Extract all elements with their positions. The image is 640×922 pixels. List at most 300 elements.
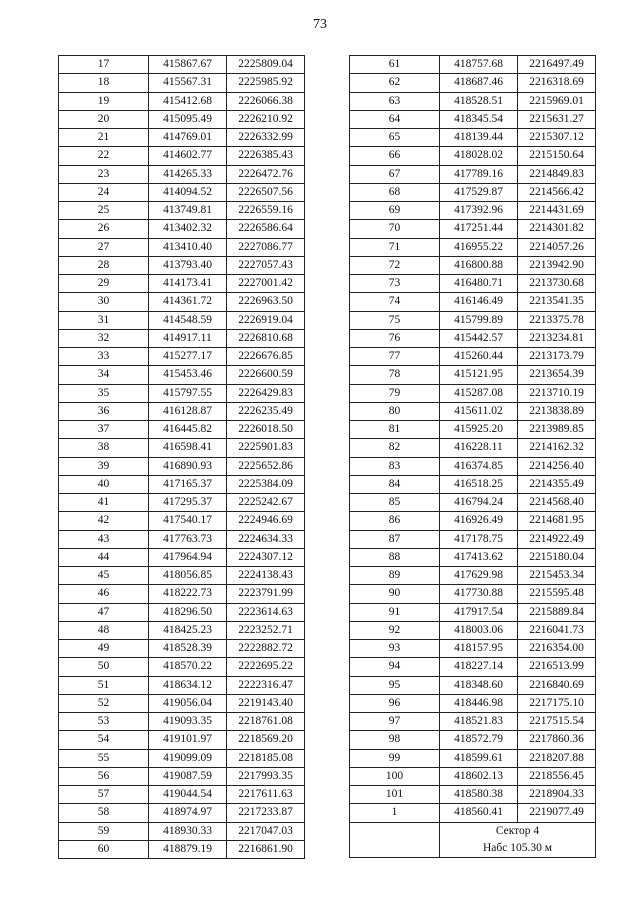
table-row <box>350 694 596 712</box>
coord-x: 417251.44 <box>440 220 518 238</box>
point-number: 25 <box>59 202 149 220</box>
point-number: 59 <box>59 822 149 840</box>
coord-x: 418348.60 <box>440 676 518 694</box>
table-row <box>350 767 596 785</box>
coord-x: 415412.68 <box>149 92 227 110</box>
point-number: 71 <box>350 238 440 256</box>
page-number: 73 <box>313 17 327 32</box>
point-number: 57 <box>59 786 149 804</box>
table-row <box>59 804 305 822</box>
point-number: 48 <box>59 621 149 639</box>
coord-x: 416128.87 <box>149 402 227 420</box>
coord-y: 2218761.08 <box>227 713 305 731</box>
coord-y: 2216354.00 <box>518 640 596 658</box>
coord-y: 2216318.69 <box>518 74 596 92</box>
coord-y: 2218185.08 <box>227 749 305 767</box>
point-number: 41 <box>59 494 149 512</box>
point-number: 22 <box>59 147 149 165</box>
coord-x: 416794.24 <box>440 494 518 512</box>
table-row <box>59 92 305 110</box>
table-row <box>59 183 305 201</box>
point-number: 64 <box>350 110 440 128</box>
table-row <box>59 74 305 92</box>
coord-x: 417295.37 <box>149 494 227 512</box>
coord-x: 419101.97 <box>149 731 227 749</box>
table-row <box>350 621 596 639</box>
coord-y: 2219077.49 <box>518 804 596 822</box>
table-row <box>59 329 305 347</box>
point-number: 26 <box>59 220 149 238</box>
coord-x: 417165.37 <box>149 475 227 493</box>
table-row <box>59 658 305 676</box>
coord-y: 2214162.32 <box>518 439 596 457</box>
point-number: 95 <box>350 676 440 694</box>
coord-x: 418139.44 <box>440 129 518 147</box>
coord-y: 2214849.83 <box>518 165 596 183</box>
point-number: 101 <box>350 786 440 804</box>
coord-y: 2217860.36 <box>518 731 596 749</box>
coord-y: 2213838.89 <box>518 402 596 420</box>
coord-y: 2222882.72 <box>227 640 305 658</box>
point-number: 97 <box>350 713 440 731</box>
coord-y: 2222316.47 <box>227 676 305 694</box>
point-number: 66 <box>350 147 440 165</box>
coord-y: 2227001.42 <box>227 275 305 293</box>
table-row <box>350 129 596 147</box>
point-number: 43 <box>59 530 149 548</box>
coord-x: 419087.59 <box>149 767 227 785</box>
table-row <box>350 731 596 749</box>
coord-y: 2226810.68 <box>227 329 305 347</box>
coord-y: 2216513.99 <box>518 658 596 676</box>
table-row <box>350 147 596 165</box>
coord-x: 417763.73 <box>149 530 227 548</box>
coord-x: 416480.71 <box>440 275 518 293</box>
table-row <box>59 256 305 274</box>
table-row <box>350 56 596 74</box>
coord-x: 418528.51 <box>440 92 518 110</box>
point-number: 65 <box>350 129 440 147</box>
table-row <box>350 494 596 512</box>
coord-x: 418345.54 <box>440 110 518 128</box>
coord-x: 413410.40 <box>149 238 227 256</box>
table-row <box>350 202 596 220</box>
table-row <box>59 110 305 128</box>
coord-x: 417529.87 <box>440 183 518 201</box>
coord-y: 2219143.40 <box>227 694 305 712</box>
coord-x: 418687.46 <box>440 74 518 92</box>
table-row <box>350 74 596 92</box>
coord-y: 2213730.68 <box>518 275 596 293</box>
coord-x: 419056.04 <box>149 694 227 712</box>
table-row <box>59 56 305 74</box>
table-row <box>350 384 596 402</box>
coord-x: 415567.31 <box>149 74 227 92</box>
coord-x: 414094.52 <box>149 183 227 201</box>
table-row <box>59 749 305 767</box>
point-number: 77 <box>350 348 440 366</box>
coord-x: 418003.06 <box>440 621 518 639</box>
coord-y: 2226559.16 <box>227 202 305 220</box>
point-number: 21 <box>59 129 149 147</box>
coord-x: 416518.25 <box>440 475 518 493</box>
table-row <box>59 439 305 457</box>
coord-x: 417730.88 <box>440 585 518 603</box>
coord-y: 2227057.43 <box>227 256 305 274</box>
table-row <box>59 384 305 402</box>
coord-y: 2218556.45 <box>518 767 596 785</box>
coord-y: 2223791.99 <box>227 585 305 603</box>
coord-x: 416228.11 <box>440 439 518 457</box>
point-number: 60 <box>59 840 149 858</box>
table-row <box>59 129 305 147</box>
point-number: 82 <box>350 439 440 457</box>
table-row <box>350 530 596 548</box>
point-number: 81 <box>350 421 440 439</box>
coord-x: 419099.09 <box>149 749 227 767</box>
coord-x: 417413.62 <box>440 548 518 566</box>
point-number: 27 <box>59 238 149 256</box>
coord-x: 413402.32 <box>149 220 227 238</box>
table-row <box>350 220 596 238</box>
table-row <box>350 256 596 274</box>
table-row <box>350 512 596 530</box>
table-row <box>59 694 305 712</box>
table-row <box>350 348 596 366</box>
point-number: 40 <box>59 475 149 493</box>
point-number: 19 <box>59 92 149 110</box>
coord-y: 2218207.88 <box>518 749 596 767</box>
point-number: 20 <box>59 110 149 128</box>
coord-x: 413749.81 <box>149 202 227 220</box>
table-row <box>59 585 305 603</box>
table-row <box>350 366 596 384</box>
coord-y: 2226600.59 <box>227 366 305 384</box>
table-row <box>59 494 305 512</box>
sector-title: Сектор 4 <box>440 822 596 840</box>
table-row <box>59 530 305 548</box>
table-row <box>59 822 305 840</box>
point-number: 28 <box>59 256 149 274</box>
table-row <box>59 348 305 366</box>
point-number: 32 <box>59 329 149 347</box>
point-number: 47 <box>59 603 149 621</box>
point-number: 76 <box>350 329 440 347</box>
coord-x: 415095.49 <box>149 110 227 128</box>
table-row <box>59 475 305 493</box>
coord-y: 2217175.10 <box>518 694 596 712</box>
coord-y: 2225242.67 <box>227 494 305 512</box>
coord-y: 2226586.64 <box>227 220 305 238</box>
coord-y: 2226919.04 <box>227 311 305 329</box>
coord-x: 418599.61 <box>440 749 518 767</box>
point-number: 61 <box>350 56 440 74</box>
table-row <box>59 402 305 420</box>
table-row <box>59 840 305 858</box>
coord-y: 2218569.20 <box>227 731 305 749</box>
table-row <box>350 329 596 347</box>
table-row <box>59 567 305 585</box>
coordinates-table-right <box>349 55 596 858</box>
point-number: 54 <box>59 731 149 749</box>
coord-x: 413793.40 <box>149 256 227 274</box>
point-number: 62 <box>350 74 440 92</box>
coord-y: 2215453.34 <box>518 567 596 585</box>
point-number: 85 <box>350 494 440 512</box>
point-number: 17 <box>59 56 149 74</box>
coord-x: 418296.50 <box>149 603 227 621</box>
point-number: 33 <box>59 348 149 366</box>
coord-y: 2225384.09 <box>227 475 305 493</box>
coord-x: 414917.11 <box>149 329 227 347</box>
coord-x: 414361.72 <box>149 293 227 311</box>
coord-x: 415867.67 <box>149 56 227 74</box>
coord-x: 416800.88 <box>440 256 518 274</box>
coord-y: 2225809.04 <box>227 56 305 74</box>
point-number: 98 <box>350 731 440 749</box>
point-number: 92 <box>350 621 440 639</box>
coord-y: 2225985.92 <box>227 74 305 92</box>
table-row <box>350 585 596 603</box>
coord-x: 415797.55 <box>149 384 227 402</box>
coord-x: 418157.95 <box>440 640 518 658</box>
coord-y: 2226210.92 <box>227 110 305 128</box>
coord-y: 2226676.85 <box>227 348 305 366</box>
coord-y: 2226018.50 <box>227 421 305 439</box>
table-row <box>350 293 596 311</box>
table-row <box>350 457 596 475</box>
coord-y: 2225901.83 <box>227 439 305 457</box>
point-number: 42 <box>59 512 149 530</box>
table-row <box>350 183 596 201</box>
coord-x: 418560.41 <box>440 804 518 822</box>
point-number: 87 <box>350 530 440 548</box>
coord-x: 418521.83 <box>440 713 518 731</box>
point-number: 63 <box>350 92 440 110</box>
table-row <box>59 366 305 384</box>
table-row <box>59 311 305 329</box>
coord-x: 415611.02 <box>440 402 518 420</box>
table-row <box>350 567 596 585</box>
coord-x: 414602.77 <box>149 147 227 165</box>
point-number: 78 <box>350 366 440 384</box>
coord-y: 2214566.42 <box>518 183 596 201</box>
point-number: 99 <box>350 749 440 767</box>
table-row <box>350 439 596 457</box>
coord-y: 2215889.84 <box>518 603 596 621</box>
coord-x: 416146.49 <box>440 293 518 311</box>
coord-y: 2227086.77 <box>227 238 305 256</box>
table-row <box>350 804 596 822</box>
coord-y: 2224946.69 <box>227 512 305 530</box>
coord-x: 418227.14 <box>440 658 518 676</box>
coord-x: 415799.89 <box>440 311 518 329</box>
table-row <box>59 603 305 621</box>
coord-y: 2226507.56 <box>227 183 305 201</box>
table-row <box>59 786 305 804</box>
table-row <box>59 421 305 439</box>
point-number: 39 <box>59 457 149 475</box>
coord-x: 417917.54 <box>440 603 518 621</box>
coord-x: 417178.75 <box>440 530 518 548</box>
coord-y: 2215180.04 <box>518 548 596 566</box>
table-row <box>350 275 596 293</box>
coord-x: 416598.41 <box>149 439 227 457</box>
coord-y: 2217515.54 <box>518 713 596 731</box>
coord-y: 2213654.39 <box>518 366 596 384</box>
sector-title-row <box>350 822 596 840</box>
point-number: 93 <box>350 640 440 658</box>
table-row <box>59 676 305 694</box>
coord-x: 418757.68 <box>440 56 518 74</box>
point-number: 34 <box>59 366 149 384</box>
coord-x: 414265.33 <box>149 165 227 183</box>
point-number: 69 <box>350 202 440 220</box>
point-number: 37 <box>59 421 149 439</box>
coord-y: 2214568.40 <box>518 494 596 512</box>
sector-subtitle: Набс 105.30 м <box>440 840 596 858</box>
coord-x: 414548.59 <box>149 311 227 329</box>
table-row <box>59 202 305 220</box>
coord-x: 417789.16 <box>440 165 518 183</box>
point-number: 18 <box>59 74 149 92</box>
table-row <box>59 293 305 311</box>
coord-x: 416445.82 <box>149 421 227 439</box>
coord-y: 2216840.69 <box>518 676 596 694</box>
point-number: 67 <box>350 165 440 183</box>
table-row <box>350 402 596 420</box>
point-number: 80 <box>350 402 440 420</box>
point-number: 55 <box>59 749 149 767</box>
coord-y: 2217993.35 <box>227 767 305 785</box>
coord-x: 415277.17 <box>149 348 227 366</box>
point-number: 90 <box>350 585 440 603</box>
point-number: 38 <box>59 439 149 457</box>
point-number: 84 <box>350 475 440 493</box>
coord-y: 2224307.12 <box>227 548 305 566</box>
coord-y: 2215595.48 <box>518 585 596 603</box>
coord-y: 2213541.35 <box>518 293 596 311</box>
coord-x: 418602.13 <box>440 767 518 785</box>
point-number: 46 <box>59 585 149 603</box>
table-row <box>350 311 596 329</box>
coord-y: 2226235.49 <box>227 402 305 420</box>
coord-x: 417392.96 <box>440 202 518 220</box>
point-number: 88 <box>350 548 440 566</box>
point-number: 72 <box>350 256 440 274</box>
point-number: 24 <box>59 183 149 201</box>
coord-y: 2215969.01 <box>518 92 596 110</box>
coord-y: 2214922.49 <box>518 530 596 548</box>
coord-x: 418580.38 <box>440 786 518 804</box>
table-row <box>59 275 305 293</box>
point-number: 96 <box>350 694 440 712</box>
point-number: 74 <box>350 293 440 311</box>
point-number: 73 <box>350 275 440 293</box>
coord-y: 2213710.19 <box>518 384 596 402</box>
table-row <box>59 165 305 183</box>
table-row <box>59 640 305 658</box>
point-number: 91 <box>350 603 440 621</box>
table-row <box>350 658 596 676</box>
coord-x: 419044.54 <box>149 786 227 804</box>
coord-y: 2215150.64 <box>518 147 596 165</box>
coord-y: 2226963.50 <box>227 293 305 311</box>
coord-x: 417540.17 <box>149 512 227 530</box>
table-row <box>350 238 596 256</box>
point-number: 29 <box>59 275 149 293</box>
point-number: 68 <box>350 183 440 201</box>
coord-x: 418879.19 <box>149 840 227 858</box>
coord-y: 2213375.78 <box>518 311 596 329</box>
coord-x: 414173.41 <box>149 275 227 293</box>
table-row <box>350 165 596 183</box>
coord-x: 418028.02 <box>440 147 518 165</box>
coordinates-table-left <box>58 55 305 859</box>
coord-y: 2213989.85 <box>518 421 596 439</box>
coord-y: 2213942.90 <box>518 256 596 274</box>
point-number: 45 <box>59 567 149 585</box>
coord-x: 415442.57 <box>440 329 518 347</box>
table-row <box>59 767 305 785</box>
coord-x: 415925.20 <box>440 421 518 439</box>
coord-y: 2214355.49 <box>518 475 596 493</box>
coord-y: 2216497.49 <box>518 56 596 74</box>
coord-x: 418570.22 <box>149 658 227 676</box>
coord-y: 2213173.79 <box>518 348 596 366</box>
coord-y: 2226332.99 <box>227 129 305 147</box>
table-row <box>350 640 596 658</box>
point-number: 36 <box>59 402 149 420</box>
coord-y: 2215631.27 <box>518 110 596 128</box>
coord-y: 2222695.22 <box>227 658 305 676</box>
table-row <box>59 548 305 566</box>
table-row <box>350 603 596 621</box>
table-row <box>350 713 596 731</box>
coord-y: 2223614.63 <box>227 603 305 621</box>
coord-y: 2226472.76 <box>227 165 305 183</box>
coord-y: 2216861.90 <box>227 840 305 858</box>
coord-x: 415287.08 <box>440 384 518 402</box>
coord-x: 415453.46 <box>149 366 227 384</box>
coord-x: 416926.49 <box>440 512 518 530</box>
table-row <box>350 421 596 439</box>
coord-x: 417629.98 <box>440 567 518 585</box>
coord-y: 2217611.63 <box>227 786 305 804</box>
point-number: 70 <box>350 220 440 238</box>
point-number: 52 <box>59 694 149 712</box>
point-number: 75 <box>350 311 440 329</box>
coord-x: 418930.33 <box>149 822 227 840</box>
point-number: 58 <box>59 804 149 822</box>
coord-x: 419093.35 <box>149 713 227 731</box>
table-row <box>59 457 305 475</box>
coord-x: 416374.85 <box>440 457 518 475</box>
sector-subtitle-row <box>350 840 596 858</box>
coord-y: 2225652.86 <box>227 457 305 475</box>
coord-y: 2223252.71 <box>227 621 305 639</box>
table-row <box>350 548 596 566</box>
table-row <box>59 713 305 731</box>
coord-x: 414769.01 <box>149 129 227 147</box>
coord-x: 418056.85 <box>149 567 227 585</box>
table-row <box>59 621 305 639</box>
point-number: 1 <box>350 804 440 822</box>
point-number: 30 <box>59 293 149 311</box>
coord-y: 2214057.26 <box>518 238 596 256</box>
table-row <box>59 220 305 238</box>
coord-x: 418634.12 <box>149 676 227 694</box>
